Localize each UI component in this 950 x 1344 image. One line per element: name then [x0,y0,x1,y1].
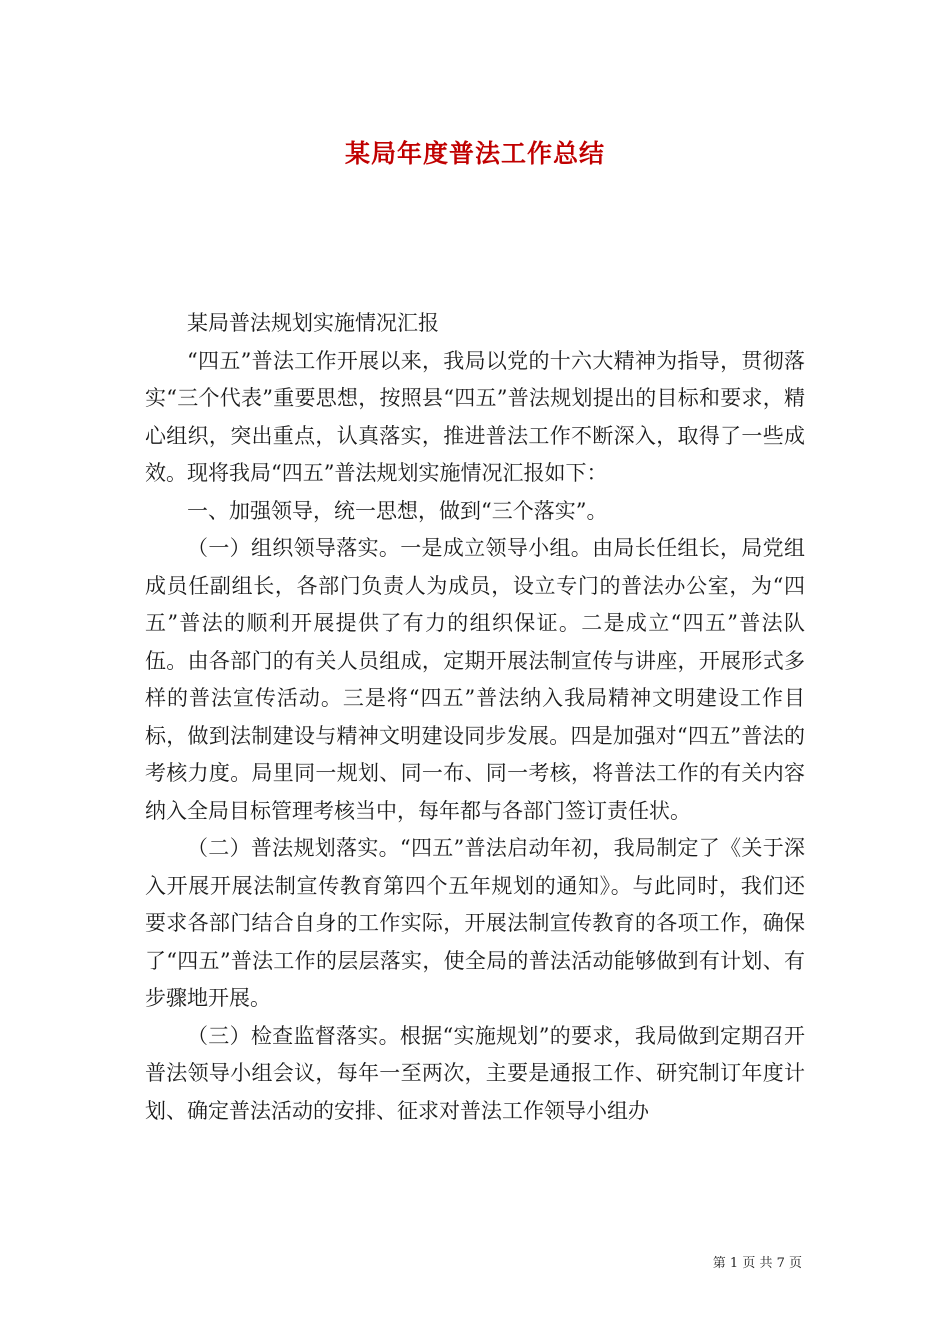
body-paragraph: （一）组织领导落实。一是成立领导小组。由局长任组长，局党组成员任副组长，各部门负责人为成员，设立专门的普法办公室，为“四五”普法的顺利开展提供了有力的组织保证。二是成立“四五”普法队伍。由各部门的有关人员组成，定期开展法制宣传与讲座，开展形式多样的普法宣传活动。三是将“四五”普法纳入我局精神文明建设工作目标，做到法制建设与精神文明建设同步发展。四是加强对“四五”普法的考核力度。局里同一规划、同一布、同一考核，将普法工作的有关内容纳入全局目标管理考核当中，每年都与各部门签订责任状。 [145,536,805,823]
subtitle-paragraph: 某局普法规划实施情况汇报 [187,311,439,335]
section-heading: 一、加强领导，统一思想，做到“三个落实”。 [187,498,608,523]
page-number: 第 1 页 共 7 页 [712,1256,802,1271]
document-title: 某局年度普法工作总结 [344,139,605,168]
document-body [145,305,805,1130]
intro-paragraph: “四五”普法工作开展以来，我局以党的十六大精神为指导，贯彻落实“三个代表”重要思想，按照县“四五”普法规划提出的目标和要求，精心组织，突出重点，认真落实，推进普法工作不断深入，取得了一些成效。现将我局“四五”普法规划实施情况汇报如下： [145,348,805,485]
body-paragraph: （二）普法规划落实。“四五”普法启动年初，我局制定了《关于深入开展开展法制宣传教育第四个五年规划的通知》。与此同时，我们还要求各部门结合自身的工作实际，开展法制宣传教育的各项工作，确保了“四五”普法工作的层层落实，使全局的普法活动能够做到有计划、有步骤地开展。 [145,836,805,1010]
body-paragraph: （三）检查监督落实。根据“实施规划”的要求，我局做到定期召开普法领导小组会议，每年一至两次，主要是通报工作、研究制订年度计划、确定普法活动的安排、征求对普法工作领导小组办 [145,1023,805,1123]
